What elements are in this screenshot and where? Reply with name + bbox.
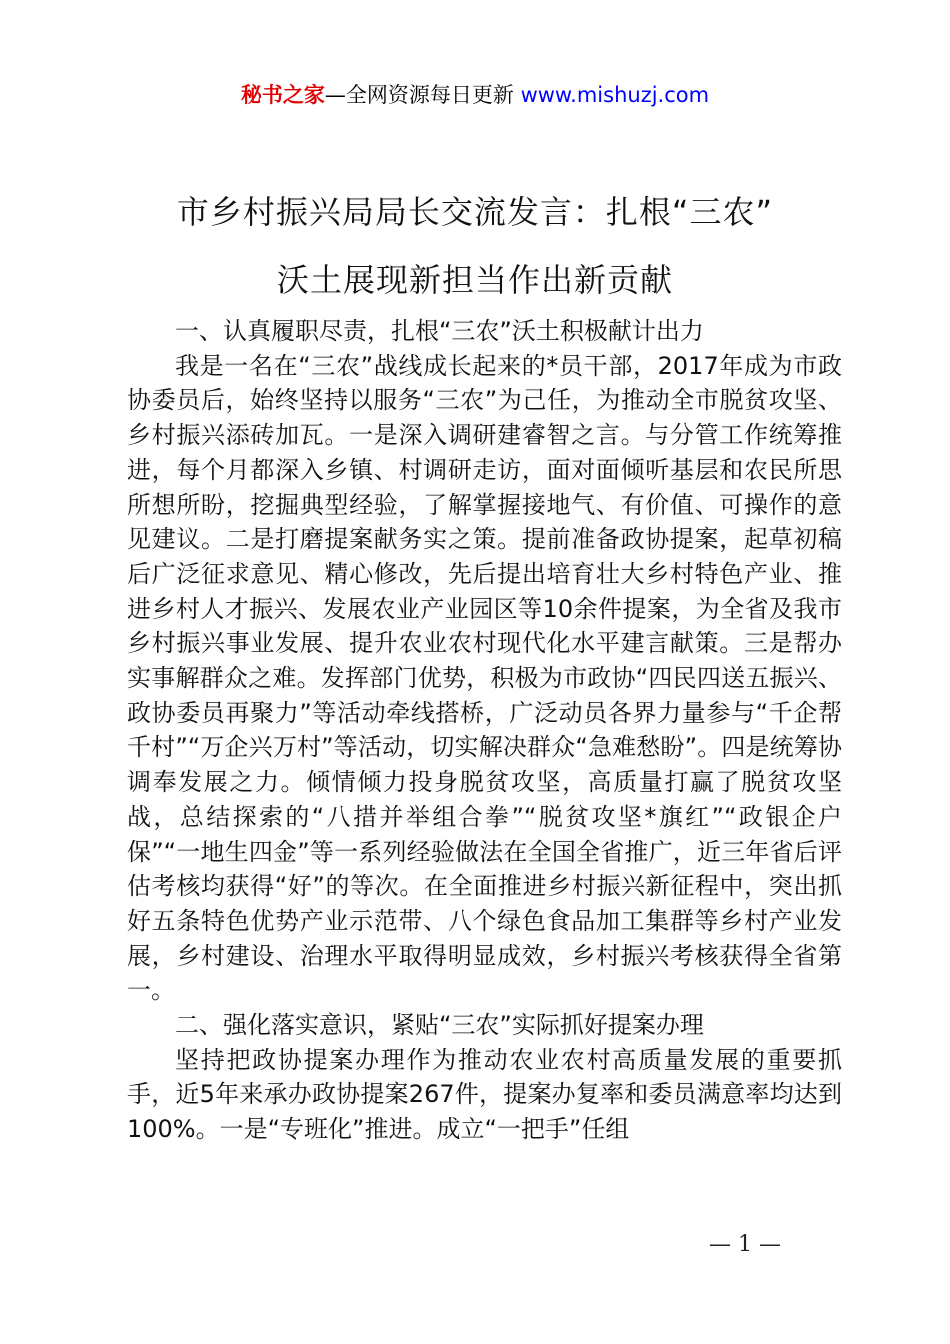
document-title-line-1: 市乡村振兴局局长交流发言：扎根“三农” bbox=[176, 193, 774, 231]
page-number: — 1 — bbox=[709, 1232, 781, 1257]
site-url-link[interactable]: www.mishuzj.com bbox=[520, 83, 710, 107]
site-header bbox=[0, 80, 950, 110]
document-title-line-2: 沃土展现新担当作出新贡献 bbox=[276, 261, 673, 299]
paragraph-2: 坚持把政协提案办理作为推动农业农村高质量发展的重要抓手，近5年来承办政协提案267件，提案办复率和委员满意率均达到100%。一是“专班化”推进。成立“一把手”任组 bbox=[127, 1045, 842, 1144]
brand-name: 秘书之家 bbox=[240, 83, 325, 107]
document-body bbox=[127, 314, 842, 1147]
section-heading-1: 一、认真履职尽责，扎根“三农”沃土积极献计出力 bbox=[175, 317, 704, 345]
header-tagline: —全网资源每日更新 bbox=[324, 83, 514, 107]
paragraph-1: 我是一名在“三农”战线成长起来的*员干部，2017年成为市政协委员后，始终坚持以服务“三农”为己任，为推动全市脱贫攻坚、乡村振兴添砖加瓦。一是深入调研建睿智之言。与分管工作统筹推进，每个月都深入乡镇、村调研走访，面对面倾听基层和农民所思所想所盼，挖掘典型经验，了解掌握接地气、有价值、可操作的意见建议。二是打磨提案献务实之策。提前准备政协提案，起草初稿后广泛征求意见、精心修改，先后提出培育壮大乡村特色产业、推进乡村人才振兴、发展农业产业园区等10余件提案，为全省及我市乡村振兴事业发展、提升农业农村现代化水平建言献策。三是帮办实事解群众之难。发挥部门优势，积极为市政协“四民四送五振兴、政协委员再聚力”等活动牵线搭桥，广泛动员各界力量参与“千企帮千村”“万企兴万村”等活动，切实解决群众“急难愁盼”。四是统筹协调奉发展之力。倾情倾力投身脱贫攻坚，高质量打赢了脱贫攻坚战，总结探索的“八措并举组合拳”“脱贫攻坚*旗红”“政银企户保”“一地生四金”等一系列经验做法在全国全省推广，近三年省后评估考核均获得“好”的等次。在全面推进乡村振兴新征程中，突出抓好五条特色优势产业示范带、八个绿色食品加工集群等乡村产业发展，乡村建设、治理水平取得明显成效，乡村振兴考核获得全省第一。 bbox=[127, 351, 842, 1005]
section-heading-2: 二、强化落实意识，紧贴“三农”实际抓好提案办理 bbox=[175, 1011, 704, 1040]
